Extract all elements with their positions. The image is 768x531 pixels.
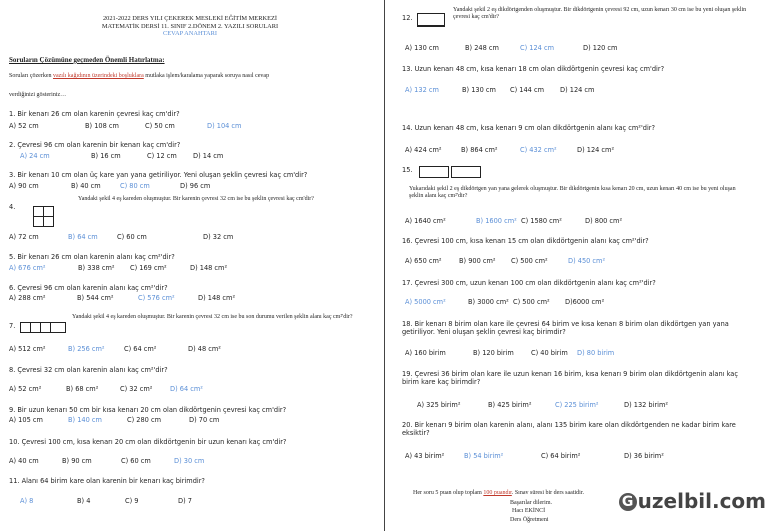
question-13-option-d[interactable]: D) 124 cm: [560, 86, 595, 94]
question-17-option-b[interactable]: B) 3000 cm²: [468, 298, 509, 306]
question-3-option-d[interactable]: D) 96 cm: [180, 182, 211, 190]
question-15-option-d[interactable]: D) 800 cm²: [585, 217, 623, 225]
figure-q4-square-4: [43, 216, 54, 227]
question-10-option-b[interactable]: B) 90 cm: [62, 457, 92, 465]
question-13-text: 13. Uzun kenarı 48 cm, kısa kenarı 18 cm olan dikdörtgenin çevresi kaç cm'dir?: [402, 65, 665, 73]
footer-line3: Hacı EKİNCİ: [512, 508, 546, 514]
question-8-option-a[interactable]: A) 52 cm²: [9, 385, 42, 393]
question-12-option-b[interactable]: B) 248 cm: [465, 44, 499, 52]
question-4-text: Yandaki şekil 4 eş kareden oluşmuştur. Bir karenin çevresi 32 cm ise bu şeklin çevresi kaç cm'dir?: [78, 196, 314, 202]
question-11-option-a[interactable]: A) 8: [20, 497, 34, 505]
question-19-option-c[interactable]: C) 225 birim²: [555, 401, 599, 409]
question-5-option-c[interactable]: C) 169 cm²: [130, 264, 167, 272]
question-1-option-c[interactable]: C) 50 cm: [145, 122, 175, 130]
question-14-option-d[interactable]: D) 124 cm²: [577, 146, 615, 154]
question-5-text: 5. Bir kenarı 26 cm olan karenin alanı kaç cm²'dir?: [9, 253, 175, 261]
question-8-text: 8. Çevresi 32 cm olan karenin alanı kaç cm²'dir?: [9, 366, 168, 374]
question-9-option-b[interactable]: B) 140 cm: [68, 416, 102, 424]
question-17-option-a[interactable]: A) 5000 cm²: [405, 298, 446, 306]
notes-paragraph-1: [9, 73, 269, 80]
question-4-option-b[interactable]: B) 64 cm: [68, 233, 98, 241]
figure-q15-rect-1: [419, 166, 449, 178]
question-2-option-c[interactable]: C) 12 cm: [147, 152, 177, 160]
question-16-option-a[interactable]: A) 650 cm²: [405, 257, 442, 265]
footer-line1a: Her soru 5 puan olup toplam: [413, 490, 484, 496]
question-20-text: 20. Bir kenarı 9 birim olan karenin alanı, alanı 135 birim kare olan dikdörtgenden ne kadar birim kare eksiktir?: [402, 421, 736, 437]
question-10-option-d[interactable]: D) 30 cm: [174, 457, 205, 465]
question-3-text: 3. Bir kenarı 10 cm olan üç kare yan yana getiriliyor. Yeni oluşan şeklin çevresi kaç cm'dir?: [9, 171, 308, 179]
question-20-option-c[interactable]: C) 64 birim²: [541, 452, 581, 460]
question-6-option-d[interactable]: D) 148 cm²: [198, 294, 236, 302]
question-7-option-d[interactable]: D) 48 cm²: [188, 345, 221, 353]
question-4-option-a[interactable]: A) 72 cm: [9, 233, 39, 241]
question-19-text: 19. Çevresi 36 birim olan kare ile uzun kenarı 16 birim, kısa kenarı 9 birim olan dikdörtgenin alanı kaç birim kare kaç birimdir?: [402, 370, 738, 386]
footer-line1c: . Sınav süresi bir ders saatidir.: [511, 490, 584, 496]
question-5-option-d[interactable]: D) 148 cm²: [190, 264, 228, 272]
question-11-option-b[interactable]: B) 4: [77, 497, 91, 505]
figure-q15-rect-2: [451, 166, 481, 178]
question-1-option-a[interactable]: A) 52 cm: [9, 122, 39, 130]
question-6-option-a[interactable]: A) 288 cm²: [9, 294, 46, 302]
question-13-option-a[interactable]: A) 132 cm: [405, 86, 439, 94]
figure-q7-square-4: [50, 322, 66, 333]
question-14-option-a[interactable]: A) 424 cm²: [405, 146, 442, 154]
question-18-text: 18. Bir kenarı 8 birim olan kare ile çevresi 64 birim ve kısa kenarı 8 birim olan dikdörtgen yan yana getiriliyor. Yeni oluşan şeklin çevresi kaç birimdir?: [402, 320, 729, 336]
header: [40, 15, 340, 38]
question-7-text: Yandaki şekil 4 eş kareden oluşmuştur. Bir karenin çevresi 32 cm ise bu son durumu verilen şeklin alanı kaç cm²'dir?: [72, 314, 353, 320]
question-8-option-c[interactable]: C) 32 cm²: [120, 385, 153, 393]
header-line2: MATEMATİK DERSİ 11. SINIF 2.DÖNEM 2. YAZILI SORULARI: [101, 22, 279, 30]
question-2-option-d[interactable]: D) 14 cm: [193, 152, 224, 160]
question-11-option-d[interactable]: D) 7: [178, 497, 192, 505]
question-4-option-d[interactable]: D) 32 cm: [203, 233, 234, 241]
footer-line1: [413, 490, 584, 497]
question-1-text: 1. Bir kenarı 26 cm olan karenin çevresi kaç cm'dir?: [9, 110, 180, 118]
question-10-option-c[interactable]: C) 60 cm: [121, 457, 151, 465]
question-3-option-b[interactable]: B) 40 cm: [71, 182, 101, 190]
question-19-option-b[interactable]: B) 425 birim²: [488, 401, 532, 409]
footer-line4: Ders Öğretmeni: [510, 517, 549, 523]
question-13-option-b[interactable]: B) 130 cm: [462, 86, 496, 94]
question-4-number: 4.: [9, 203, 16, 211]
question-9-option-c[interactable]: C) 280 cm: [127, 416, 162, 424]
question-2-text: 2. Çevresi 96 cm olan karenin bir kenarı kaç cm'dir?: [9, 141, 181, 149]
footer-line2: Başarılar dilerim.: [510, 500, 552, 506]
question-7-option-a[interactable]: A) 512 cm²: [9, 345, 46, 353]
question-7-option-b[interactable]: B) 256 cm²: [68, 345, 105, 353]
question-14-text: 14. Uzun kenarı 48 cm, kısa kenarı 9 cm olan dikdörtgenin alanı kaç cm²'dir?: [402, 124, 655, 132]
question-11-option-c[interactable]: C) 9: [125, 497, 139, 505]
question-3-option-a[interactable]: A) 90 cm: [9, 182, 39, 190]
notes-title: Soruların Çözümüne geçmeden Önemli Hatırlatma:: [9, 56, 165, 64]
question-20-option-a[interactable]: A) 43 birim²: [405, 452, 445, 460]
header-line1: 2021-2022 DERS YILI ÇEKEREK MESLEKİ EĞİTİM MERKEZİ: [102, 15, 278, 22]
question-6-option-c[interactable]: C) 576 cm²: [138, 294, 175, 302]
question-8-option-d[interactable]: D) 64 cm²: [170, 385, 203, 393]
question-9-option-d[interactable]: D) 70 cm: [189, 416, 220, 424]
question-4-option-c[interactable]: C) 60 cm: [117, 233, 147, 241]
notes-paragraph-2: verdiğinizi gösteriniz…: [9, 92, 67, 98]
question-1-option-d[interactable]: D) 104 cm: [207, 122, 242, 130]
question-15-option-b[interactable]: B) 1600 cm²: [476, 217, 517, 225]
question-7-number: 7.: [9, 322, 16, 330]
question-11-text: 11. Alanı 64 birim kare olan karenin bir kenarı kaç birimdir?: [9, 477, 205, 485]
question-5-option-b[interactable]: B) 338 cm²: [78, 264, 115, 272]
question-3-option-c[interactable]: C) 80 cm: [120, 182, 150, 190]
question-9-option-a[interactable]: A) 105 cm: [9, 416, 43, 424]
notes-p1a: Soruları çözerken: [9, 73, 53, 79]
question-19-option-a[interactable]: A) 325 birim²: [417, 401, 461, 409]
question-17-option-d[interactable]: D)6000 cm²: [565, 298, 605, 306]
figure-q12-divider: [417, 25, 445, 27]
question-2-option-a[interactable]: A) 24 cm: [20, 152, 50, 160]
watermark-logo-icon: G: [619, 493, 637, 511]
question-13-option-c[interactable]: C) 144 cm: [510, 86, 545, 94]
question-17-option-c[interactable]: C) 500 cm²: [513, 298, 550, 306]
question-1-option-b[interactable]: B) 108 cm: [85, 122, 119, 130]
question-18-option-c[interactable]: C) 40 birim: [531, 349, 568, 357]
question-7-option-c[interactable]: C) 64 cm²: [124, 345, 157, 353]
question-12-option-d[interactable]: D) 120 cm: [583, 44, 618, 52]
question-5-option-a[interactable]: A) 676 cm²: [9, 264, 46, 272]
question-20-option-d[interactable]: D) 36 birim²: [624, 452, 664, 460]
question-15-option-c[interactable]: C) 1580 cm²: [521, 217, 562, 225]
question-16-option-d[interactable]: D) 450 cm²: [568, 257, 606, 265]
question-18-option-a[interactable]: A) 160 birim: [405, 349, 446, 357]
question-16-option-b[interactable]: B) 900 cm²: [459, 257, 496, 265]
footer-line1b: 100 puandır: [483, 490, 512, 496]
question-6-option-b[interactable]: B) 544 cm²: [77, 294, 114, 302]
header-line3: CEVAP ANAHTARI: [163, 30, 217, 38]
question-19-option-d[interactable]: D) 132 birim²: [624, 401, 669, 409]
notes-p1b: vazılı kağıdının üzerindeki boşluklara: [52, 73, 144, 79]
column-divider: [384, 0, 385, 531]
site-watermark: [619, 489, 766, 513]
question-8-option-b[interactable]: B) 68 cm²: [66, 385, 99, 393]
notes-p1c: mutlaka işlem/karalama yaparak soruya nasıl cevap: [143, 73, 270, 79]
question-9-text: 9. Bir uzun kenarı 50 cm bir kısa kenarı 20 cm olan dikdörtgenin çevresi kaç cm'dir?: [9, 406, 287, 414]
question-14-option-b[interactable]: B) 864 cm²: [461, 146, 498, 154]
question-6-text: 6. Çevresi 96 cm olan karenin alanı kaç cm²'dir?: [9, 284, 168, 292]
question-16-option-c[interactable]: C) 500 cm²: [511, 257, 548, 265]
question-15-option-a[interactable]: A) 1640 cm²: [405, 217, 446, 225]
question-17-text: 17. Çevresi 300 cm, uzun kenarı 100 cm olan dikdörtgenin alanı kaç cm²'dir?: [402, 279, 656, 287]
question-12-option-a[interactable]: A) 130 cm: [405, 44, 439, 52]
question-20-option-b[interactable]: B) 54 birim²: [464, 452, 504, 460]
question-10-text: 10. Çevresi 100 cm, kısa kenarı 20 cm olan dikdörtgenin bir uzun kenarı kaç cm'dir?: [9, 438, 287, 446]
question-15-number: 15.: [402, 166, 413, 174]
question-12-text: Yandaki şekil 2 eş dikdörtgenden oluşmuştur. Bir dikdörtgenin çevresi 92 cm, uzun kenarı 30 cm ise bu yeni oluşan şeklin çevresi kaç cm'dir?: [453, 7, 747, 20]
question-18-option-d[interactable]: D) 80 birim: [577, 349, 615, 357]
question-12-option-c[interactable]: C) 124 cm: [520, 44, 555, 52]
question-2-option-b[interactable]: B) 16 cm: [91, 152, 121, 160]
question-16-text: 16. Çevresi 100 cm, kısa kenarı 15 cm olan dikdörtgenin alanı kaç cm²'dir?: [402, 237, 649, 245]
question-14-option-c[interactable]: C) 432 cm²: [520, 146, 557, 154]
question-10-option-a[interactable]: A) 40 cm: [9, 457, 39, 465]
watermark-text: uzelbil.com: [637, 489, 766, 513]
question-15-text: Yukarıdaki şekil 2 eş dikdörtgen yan yana gelerek oluşmuştur. Bir dikdörtgenin kısa kenarı 20 cm, uzun kenarı 40 cm ise bu yeni oluşan şeklin alanı kaç cm²'dir?: [409, 186, 736, 199]
question-18-option-b[interactable]: B) 120 birim: [473, 349, 514, 357]
question-12-number: 12.: [402, 14, 413, 22]
